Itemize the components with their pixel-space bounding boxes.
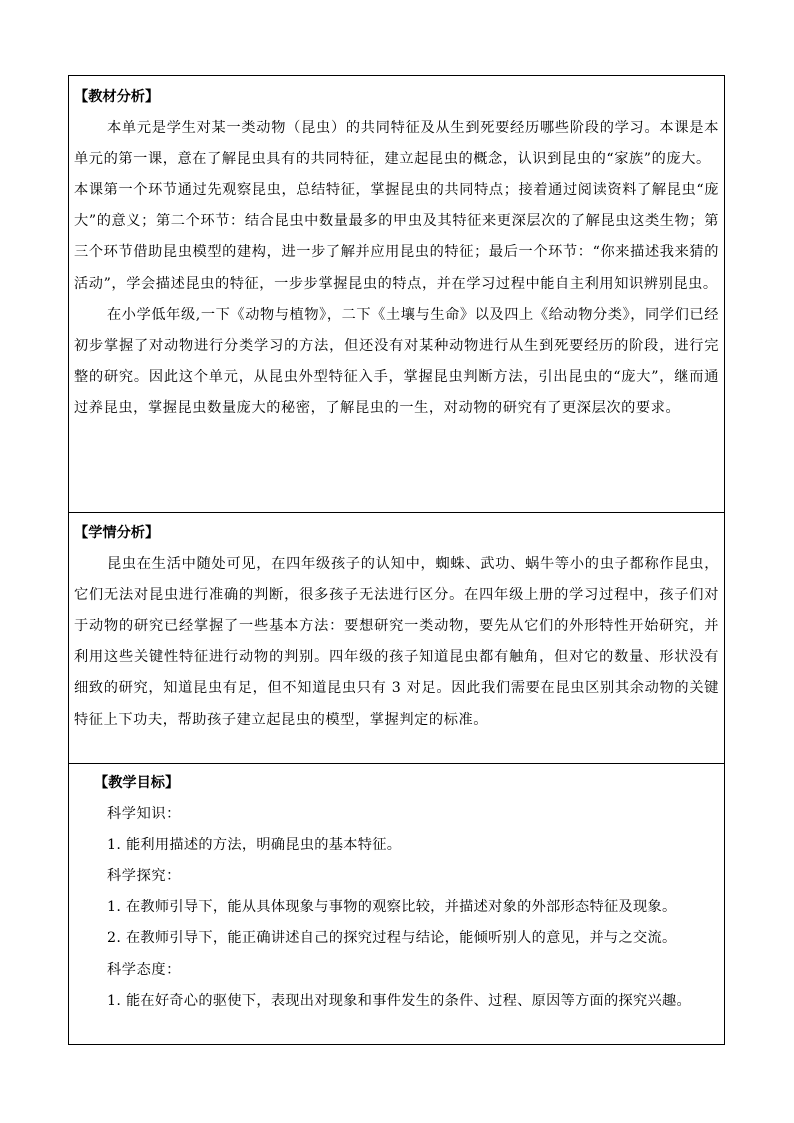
learner-analysis-heading: 【学情分析】: [74, 525, 160, 541]
inquiry-item-2: 2. 在教师引导下，能正确讲述自己的探究过程与结论，能倾听别人的意见，并与之交流。: [107, 930, 677, 947]
knowledge-item-1: 1. 能利用描述的方法，明确昆虫的基本特征。: [107, 837, 402, 854]
inquiry-label: 科学探究：: [107, 868, 181, 885]
material-analysis-cell: [69, 76, 724, 513]
teaching-goals-heading: 【教学目标】: [94, 775, 180, 791]
teaching-goals-cell: [69, 764, 724, 1044]
lesson-plan-table: [68, 75, 725, 1045]
material-analysis-paragraph-1: 本单元是学生对某一类动物（昆虫）的共同特征及从生到死要经历哪些阶段的学习。本课是本单元的第一课，意在了解昆虫具有的共同特征，建立起昆虫的概念，认识到昆虫的“家族”的庞大。: [74, 120, 719, 168]
material-analysis-paragraph-2: 本课第一个环节通过先观察昆虫，总结特征，掌握昆虫的共同特点；接着通过阅读资料了解昆虫“庞大”的意义；第二个环节：结合昆虫中数量最多的甲虫及其特征来更深层次的了解昆虫这类生物；第三个环节借助昆虫模型的建构，进一步了解并应用昆虫的特征；最后一个环节：“你来描述我来猜的活动”，学会描述昆虫的特征，一步步掌握昆虫的特点，并在学习过程中能自主利用知识辨别昆虫。: [74, 182, 719, 292]
learner-analysis-paragraph: 昆虫在生活中随处可见，在四年级孩子的认知中，蜘蛛、武功、蜗牛等小的虫子都称作昆虫，它们无法对昆虫进行准确的判断，很多孩子无法进行区分。在四年级上册的学习过程中，孩子们对于动物的研究已经掌握了一些基本方法：要想研究一类动物，要先从它们的外形特性开始研究，并利用这些关键性特征进行动物的判别。四年级的孩子知道昆虫都有触角，但对它的数量、形状没有细致的研究，知道昆虫有足，但不知道昆虫只有 3 对足。因此我们需要在昆虫区别其余动物的关键特征上下功夫，帮助孩子建立起昆虫的模型，掌握判定的标准。: [74, 556, 719, 728]
inquiry-item-1: 1. 在教师引导下，能从具体现象与事物的观察比较，并描述对象的外部形态特征及现象。: [107, 899, 677, 916]
attitude-label: 科学态度：: [107, 961, 181, 978]
knowledge-label: 科学知识：: [107, 806, 181, 823]
material-analysis-paragraph-3: 在小学低年级,一下《动物与植物》，二下《土壤与生命》以及四上《给动物分类》，同学们已经初步掌握了对动物进行分类学习的方法，但还没有对某种动物进行从生到死要经历的阶段，进行完整的研究。因此这个单元，从昆虫外型特征入手，掌握昆虫判断方法，引出昆虫的“庞大”，继而通过养昆虫，掌握昆虫数量庞大的秘密，了解昆虫的一生，对动物的研究有了更深层次的要求。: [74, 306, 719, 416]
attitude-item-1: 1. 能在好奇心的驱使下，表现出对现象和事件发生的条件、过程、原因等方面的探究兴趣。: [107, 992, 691, 1009]
learner-analysis-cell: [69, 513, 724, 764]
material-analysis-heading: 【教材分析】: [74, 89, 160, 105]
